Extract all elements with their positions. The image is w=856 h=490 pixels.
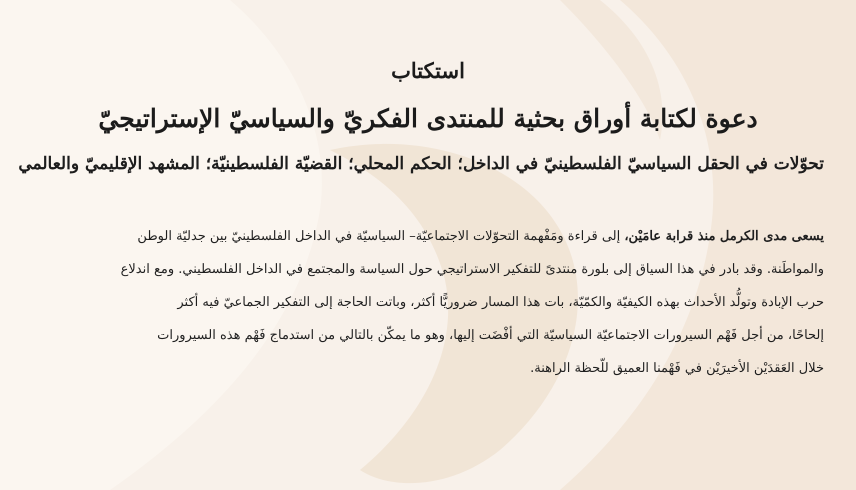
body-line-1 <box>34 220 824 253</box>
body-paragraph <box>34 220 824 385</box>
subtitle: تحوّلات في الحقل السياسيّ الفلسطينيّ في الداخل؛ الحكم المحلي؛ القضيّة الفلسطينيّة؛ المشهد الإقليميّ والعالمي <box>18 154 824 174</box>
lead-text: يسعى مدى الكرمل منذ قرابة عامَيْن، <box>624 229 824 244</box>
body-line-5: خلال العَقدَيْن الأخيرَيْن في فَهْمنا العميق للّحظة الراهنة. <box>530 361 824 376</box>
main-title: دعوة لكتابة أوراق بحثية للمنتدى الفكريّ والسياسيّ الإستراتيجيّ <box>98 104 758 133</box>
body-line-4: إلحاحًا، من أجل فَهْم السيرورات الاجتماعيّة السياسيّة التي أفْضَت إليها، وهو ما يمكّن بالتالي من استدماج فَهْم هذه السيرورات <box>157 328 824 343</box>
small-title: استكتاب <box>391 58 465 83</box>
body-line-3: حرب الإبادة وتولُّد الأحداث بهذه الكيفيّة والكمّيّة، بات هذا المسار ضروريًّا أكثر، وباتت الحاجة إلى التفكير الجماعيّ فيه أكثر <box>177 295 824 310</box>
body-line-1-rest: إلى قراءة ومَفْهمة التحوّلات الاجتماعيّة– السياسيّة في الداخل الفلسطينيّ بين جدليّة الوطن <box>137 229 625 244</box>
body-line-2: والمواطَنة. وقد بادر في هذا السياق إلى بلورة منتدىً للتفكير الاستراتيجي حول السياسة والمجتمع في الداخل الفلسطيني. ومع اندلاع <box>120 262 824 277</box>
